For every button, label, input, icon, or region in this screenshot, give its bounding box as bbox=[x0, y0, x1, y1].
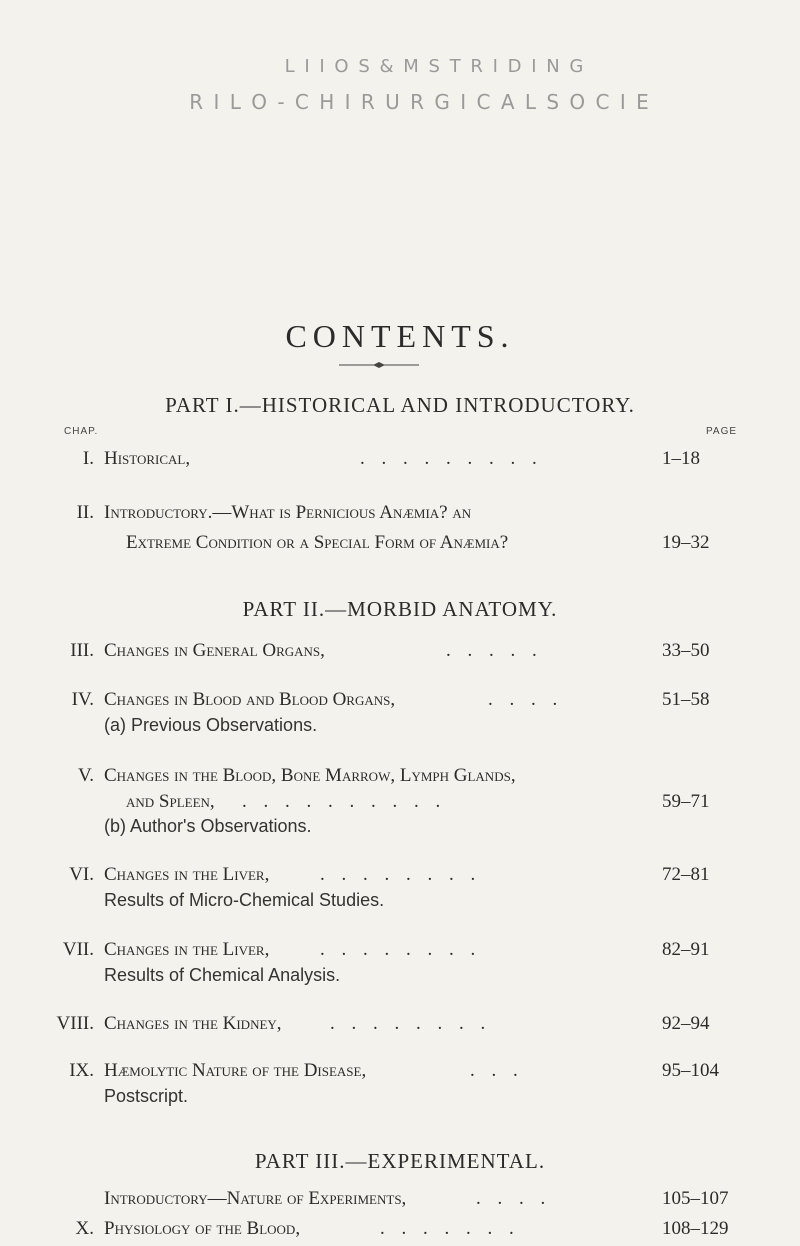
chapter-number: I. bbox=[82, 448, 94, 469]
page-range: 19–32 bbox=[662, 532, 710, 553]
chapter-title: Introductory—Nature of Experiments, bbox=[104, 1188, 407, 1209]
chapter-title: Hæmolytic Nature of the Disease, bbox=[104, 1060, 367, 1081]
chapter-number: IV. bbox=[71, 689, 94, 710]
chapter-title: Changes in the Kidney, bbox=[104, 1013, 282, 1034]
page-range: 95–104 bbox=[662, 1060, 719, 1081]
chap-column-head: CHAP. bbox=[64, 426, 99, 437]
chapter-number: V. bbox=[77, 765, 94, 786]
chapter-subtitle: (a) Previous Observations. bbox=[104, 715, 318, 735]
chapter-number: X. bbox=[75, 1218, 94, 1239]
chapter-subtitle: Results of Micro-Chemical Studies. bbox=[104, 890, 385, 910]
page-range: 105–107 bbox=[662, 1188, 729, 1209]
leader-dots: . . . . . . . . . . bbox=[242, 791, 447, 812]
leader-dots: . . . . . . . . bbox=[320, 864, 482, 885]
page-range: 59–71 bbox=[662, 791, 710, 812]
chapter-number: VI. bbox=[69, 864, 94, 885]
chapter-subtitle: Postscript. bbox=[104, 1086, 189, 1106]
chapter-number: VII. bbox=[62, 939, 94, 960]
leader-dots: . . . . . . . bbox=[380, 1218, 520, 1239]
page-range: 92–94 bbox=[662, 1013, 710, 1034]
page-range: 82–91 bbox=[662, 939, 710, 960]
leader-dots: . . . bbox=[470, 1060, 524, 1081]
chapter-title: Changes in the Blood, Bone Marrow, Lymph Glands, bbox=[104, 765, 516, 786]
chapter-subtitle: Results of Chemical Analysis. bbox=[104, 965, 341, 985]
page-range: 108–129 bbox=[662, 1218, 729, 1239]
chapter-number: III. bbox=[70, 640, 94, 661]
part-heading-2: PART II.—MORBID ANATOMY. bbox=[242, 597, 558, 621]
chapter-title: Historical, bbox=[104, 448, 191, 469]
library-stamp-line-2: R I L O - C H I R U R G I C A L S O C I E bbox=[189, 90, 651, 114]
leader-dots: . . . . . . . . bbox=[320, 939, 482, 960]
leader-dots: . . . . . bbox=[446, 640, 543, 661]
leader-dots: . . . . bbox=[476, 1188, 552, 1209]
page-range: 33–50 bbox=[662, 640, 710, 661]
title-ornament bbox=[339, 360, 419, 370]
part-heading-1: PART I.—HISTORICAL AND INTRODUCTORY. bbox=[165, 393, 635, 417]
chapter-title: Introductory.—What is Pernicious Anæmia? an bbox=[104, 502, 472, 523]
chapter-title: Changes in Blood and Blood Organs, bbox=[104, 689, 396, 710]
chapter-number: II. bbox=[76, 502, 94, 523]
chapter-number: VIII. bbox=[56, 1013, 94, 1034]
library-stamp-line-1: L I I O S & M S T R I D I N G bbox=[284, 56, 586, 77]
page-range: 51–58 bbox=[662, 689, 710, 710]
page-range: 72–81 bbox=[662, 864, 710, 885]
chapter-title-continued: Extreme Condition or a Special Form of Anæmia? bbox=[126, 532, 509, 553]
leader-dots: . . . . . . . . bbox=[330, 1013, 492, 1034]
leader-dots: . . . . . . . . . bbox=[360, 448, 543, 469]
page-title: CONTENTS. bbox=[285, 318, 515, 354]
part-heading-3: PART III.—EXPERIMENTAL. bbox=[254, 1149, 546, 1173]
chapter-title-continued: and Spleen, bbox=[126, 791, 215, 812]
chapter-title: Changes in the Liver, bbox=[104, 864, 270, 885]
chapter-subtitle: (b) Author's Observations. bbox=[104, 816, 312, 836]
page-column-head: PAGE bbox=[706, 426, 738, 437]
chapter-title: Physiology of the Blood, bbox=[104, 1218, 301, 1239]
chapter-number: IX. bbox=[69, 1060, 94, 1081]
page-range: 1–18 bbox=[662, 448, 700, 469]
chapter-title: Changes in General Organs, bbox=[104, 640, 325, 661]
chapter-title: Changes in the Liver, bbox=[104, 939, 270, 960]
leader-dots: . . . . bbox=[488, 689, 564, 710]
